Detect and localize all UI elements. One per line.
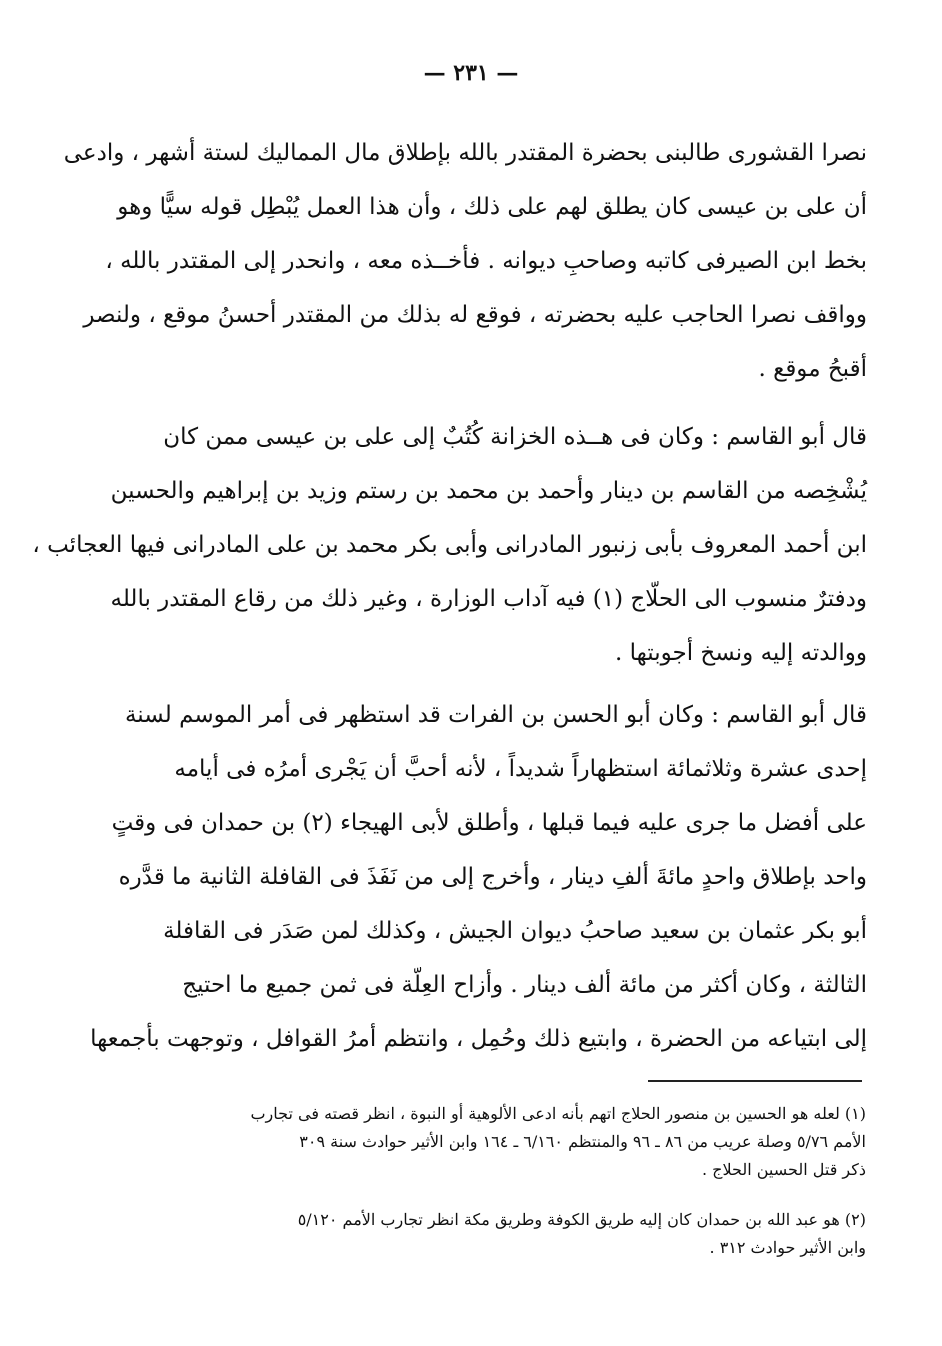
text-line: وواقف نصرا الحاجب عليه بحضرته ، فوقع له بذلك من المقتدر أحسنُ موقع ، ولنصر bbox=[83, 302, 867, 328]
text-line: أقبحُ موقع . bbox=[758, 356, 867, 382]
footnote-divider bbox=[648, 1080, 862, 1082]
paragraph-3 bbox=[90, 688, 867, 1066]
page-number: — ٢٣١ — bbox=[423, 60, 519, 86]
footnote-line: (٢) هو عبد الله بن حمدان كان إليه طريق الكوفة وطريق مكة انظر تجارب الأمم ٥/١٢٠ bbox=[297, 1210, 866, 1229]
text-line: يُشْخِصه من القاسم بن دينار وأحمد بن محمد بن رستم وزيد بن إبراهيم والحسين bbox=[110, 478, 867, 504]
footnote-line: وابن الأثير حوادث ٣١٢ . bbox=[709, 1238, 866, 1257]
text-line: ووالدته إليه ونسخ أجوبتها . bbox=[615, 640, 867, 666]
paragraph-1 bbox=[63, 126, 867, 396]
footnote-line: ذكر قتل الحسين الحلاج . bbox=[701, 1160, 866, 1179]
text-line: قال أبو القاسم : وكان فى هــذه الخزانة كُتُبٌ إلى على بن عيسى ممن كان bbox=[163, 424, 867, 450]
text-line: قال أبو القاسم : وكان أبو الحسن بن الفرات قد استظهر فى أمر الموسم لسنة bbox=[124, 702, 867, 728]
footnote-line: (١) لعله هو الحسين بن منصور الحلاج اتهم بأنه ادعى الألوهية أو النبوة ، انظر قصته فى تجارب bbox=[250, 1104, 866, 1123]
text-line: ابن أحمد المعروف بأبى زنبور المادرانى وأبى بكر محمد بن على المادرانى فيها العجائب ، bbox=[32, 532, 867, 558]
text-line: إحدى عشرة وثلاثمائة استظهاراً شديداً ، لأنه أحبَّ أن يَجْرى أمرُه فى أيامه bbox=[174, 756, 867, 782]
text-line: أبو بكر عثمان بن سعيد صاحبُ ديوان الجيش ، وكذلك لمن صَدَر فى القافلة bbox=[163, 918, 867, 944]
paragraph-2 bbox=[32, 410, 867, 680]
footnote-line: الأمم ٥/٧٦ وصلة عريب من ٨٦ ـ ٩٦ والمنتظم ٦/١٦٠ ـ ١٦٤ وابن الأثير حوادث سنة ٣٠٩ bbox=[299, 1132, 866, 1151]
text-line: واحد بإطلاق واحدٍ مائةَ ألفِ دينار ، وأخرج إلى من نَفَذَ فى القافلة الثانية ما قدَّره bbox=[118, 864, 867, 890]
text-line: نصرا القشورى طالبنى بحضرة المقتدر بالله بإطلاق مال المماليك لستة أشهر ، وادعى bbox=[63, 140, 867, 166]
text-line: بخط ابن الصيرفى كاتبه وصاحبِ ديوانه . فأخــذه معه ، وانحدر إلى المقتدر بالله ، bbox=[105, 248, 867, 274]
text-line: إلى ابتياعه من الحضرة ، وابتيع ذلك وحُمِل ، وانتظم أمرُ القوافل ، وتوجهت بأجمعها bbox=[90, 1026, 867, 1052]
text-line: على أفضل ما جرى عليه فيما قبلها ، وأطلق لأبى الهيجاء (٢) بن حمدان فى وقتٍ bbox=[111, 810, 867, 836]
text-line: ودفترٌ منسوب الى الحلّاج (١) فيه آداب الوزارة ، وغير ذلك من رقاع المقتدر بالله bbox=[110, 586, 867, 612]
text-line: أن على بن عيسى كان يطلق لهم على ذلك ، وأن هذا العمل يُبْطِل قوله سيًّا وهو bbox=[117, 194, 867, 220]
text-line: الثالثة ، وكان أكثر من مائة ألف دينار . وأزاح العِلّة فى ثمن جميع ما احتيج bbox=[182, 972, 867, 998]
footnote-1 bbox=[180, 1100, 866, 1184]
footnote-2 bbox=[180, 1206, 866, 1262]
